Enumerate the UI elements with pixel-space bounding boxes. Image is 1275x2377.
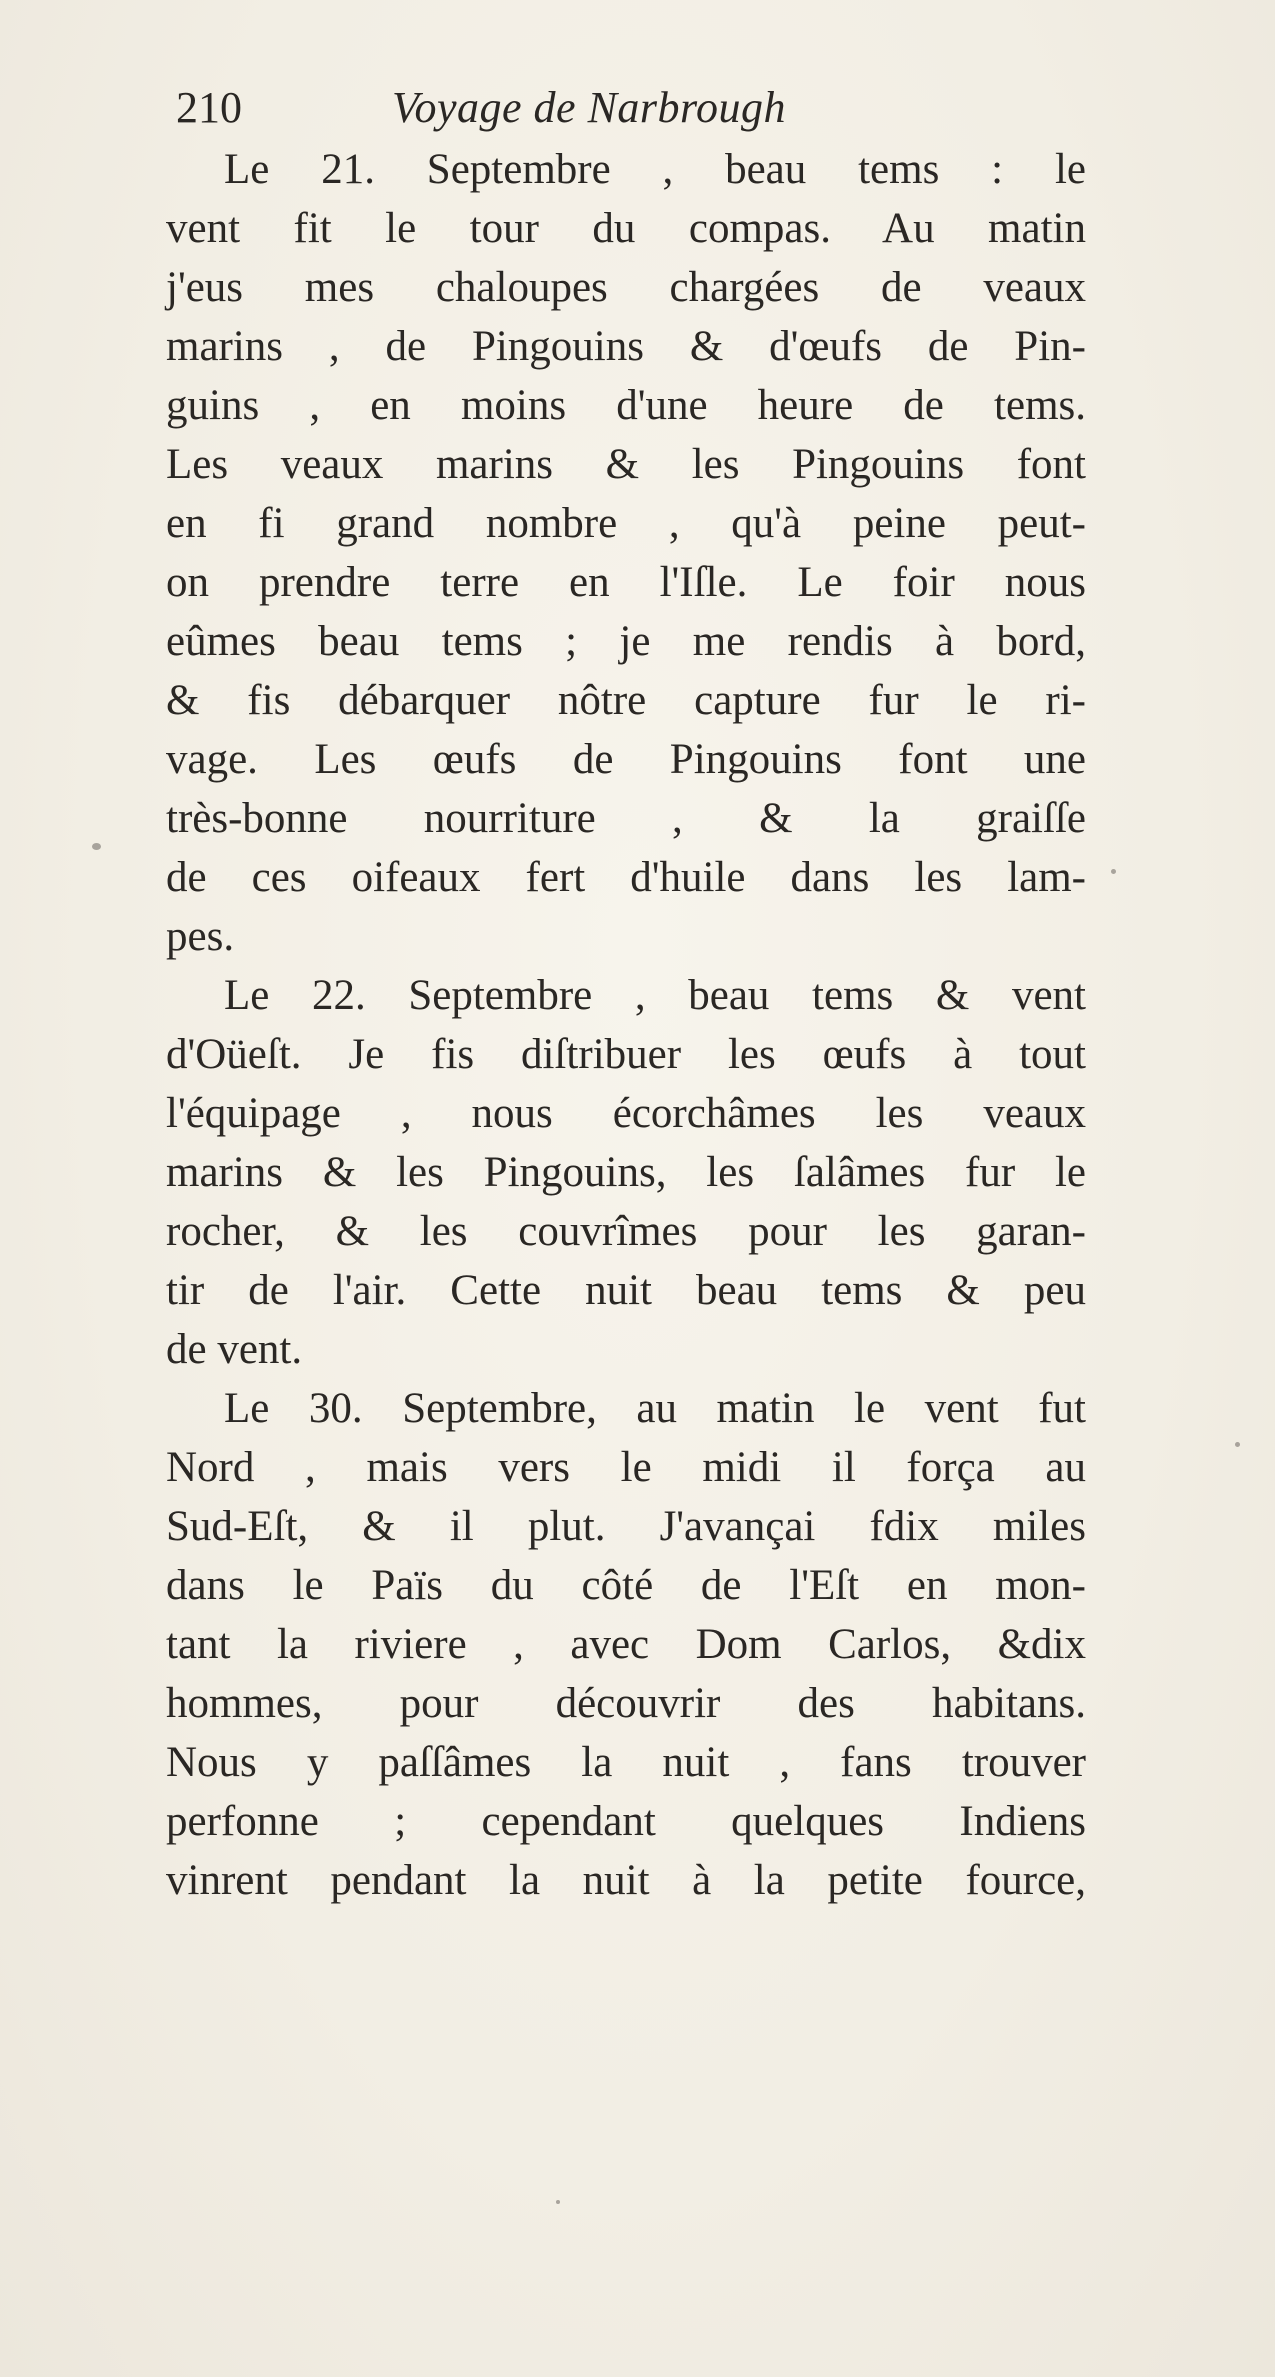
body-text [166,140,1086,1910]
text-line: Le 30. Septembre, au matin le vent fut [224,1385,1086,1432]
text-line: l'équipage , nous écorchâmes les veaux [166,1090,1086,1137]
paper-speck [92,843,101,850]
text-line: Le 21. Septembre , beau tems : le [224,146,1086,193]
text-line: Nord , mais vers le midi il força au [166,1444,1086,1491]
text-line: d'Oüeſt. Je fis diſtribuer les œufs à tout [166,1031,1086,1078]
text-line: Le 22. Septembre , beau tems & vent [224,972,1086,1019]
text-line: & fis débarquer nôtre capture fur le ri- [166,677,1086,724]
paragraph-sept-21 [166,140,1086,966]
text-line: guins , en moins d'une heure de tems. [166,382,1086,429]
text-line: dans le Païs du côté de l'Eſt en mon- [166,1562,1086,1609]
text-line: vage. Les œufs de Pingouins font une [166,736,1086,783]
text-line: Nous y paſſâmes la nuit , fans trouver [166,1739,1086,1786]
text-line: rocher, & les couvrîmes pour les garan- [166,1208,1086,1255]
paper-speck [1111,869,1116,874]
paper-speck [1235,1442,1240,1447]
text-line: hommes, pour découvrir des habitans. [166,1680,1086,1727]
paragraph-sept-30 [166,1379,1086,1910]
text-line: Sud-Eſt, & il plut. J'avançai fdix miles [166,1503,1086,1550]
text-line: j'eus mes chaloupes chargées de veaux [166,264,1086,311]
text-line: de vent. [166,1326,303,1373]
text-line: très-bonne nourriture , & la graiſſe [166,795,1086,842]
text-line: tir de l'air. Cette nuit beau tems & peu [166,1267,1086,1314]
text-line: vinrent pendant la nuit à la petite fource, [166,1857,1086,1904]
text-line: eûmes beau tems ; je me rendis à bord, [166,618,1086,665]
page-header [176,78,1076,138]
text-line: Les veaux marins & les Pingouins font [166,441,1086,488]
text-line: perfonne ; cependant quelques Indiens [166,1798,1086,1845]
paragraph-sept-22 [166,966,1086,1379]
text-line: marins , de Pingouins & d'œufs de Pin- [166,323,1086,370]
page-number: 210 [176,83,242,132]
text-line: de ces oifeaux fert d'huile dans les lam- [166,854,1086,901]
text-line: marins & les Pingouins, les ſalâmes fur le [166,1149,1086,1196]
text-line: en fi grand nombre , qu'à peine peut- [166,500,1086,547]
text-line: pes. [166,913,235,960]
text-line: tant la riviere , avec Dom Carlos, &dix [166,1621,1086,1668]
text-line: on prendre terre en l'Iſle. Le foir nous [166,559,1086,606]
running-title: Voyage de Narbrough [392,83,787,132]
text-line: vent fit le tour du compas. Au matin [166,205,1086,252]
paper-speck [556,2200,560,2204]
